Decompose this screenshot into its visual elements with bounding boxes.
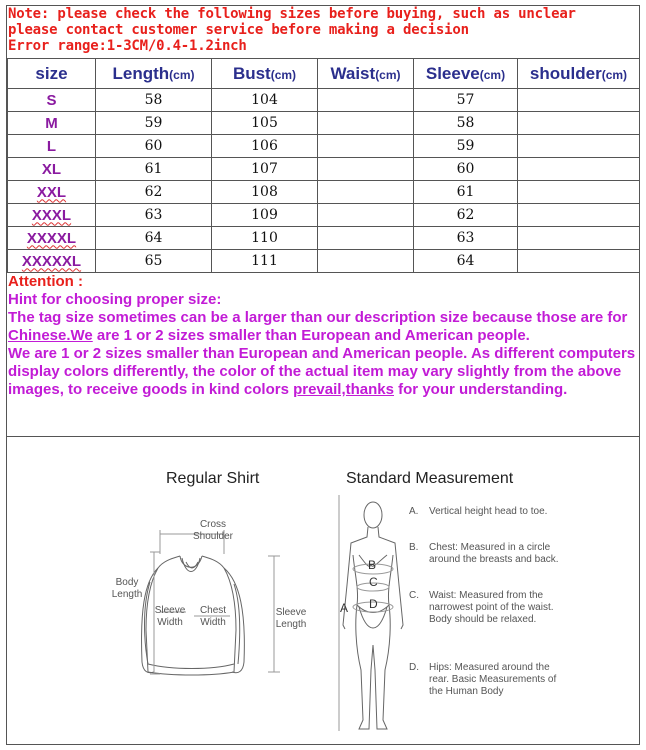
bust-cell: 109 — [212, 204, 318, 227]
body-figure-illustration — [337, 495, 407, 735]
size-label: XXXXXL — [21, 252, 82, 270]
sleeve-cell: 60 — [414, 158, 518, 181]
header-length: Length(cm) — [96, 59, 212, 89]
size-label: XXXXL — [26, 229, 77, 247]
shoulder-cell — [518, 204, 640, 227]
header-bust: Bust(cm) — [212, 59, 318, 89]
sleeve-cell: 63 — [414, 227, 518, 250]
sleeve-cell: 58 — [414, 112, 518, 135]
size-cell — [8, 204, 96, 227]
label-cross-shoulder: Cross Shoulder — [192, 519, 234, 542]
length-cell: 62 — [96, 181, 212, 204]
table-header-row — [8, 59, 640, 89]
sleeve-cell: 61 — [414, 181, 518, 204]
shoulder-cell — [518, 135, 640, 158]
bust-cell: 107 — [212, 158, 318, 181]
size-label: XXL — [36, 183, 67, 201]
sleeve-cell: 59 — [414, 135, 518, 158]
length-cell: 65 — [96, 250, 212, 273]
shoulder-cell — [518, 227, 640, 250]
size-cell: S — [8, 89, 96, 112]
shirt-diagram-title: Regular Shirt — [166, 470, 260, 487]
table-row — [8, 135, 640, 158]
waist-cell — [318, 112, 414, 135]
shoulder-cell — [518, 250, 640, 273]
length-cell: 59 — [96, 112, 212, 135]
length-cell: 64 — [96, 227, 212, 250]
size-cell — [8, 250, 96, 273]
note-line-3: Error range:1-3CM/0.4-1.2inch — [8, 38, 247, 54]
bust-cell: 108 — [212, 181, 318, 204]
waist-cell — [318, 204, 414, 227]
label-body-length: Body Length — [111, 577, 143, 600]
body-letter-d: D — [369, 597, 378, 611]
sleeve-cell: 62 — [414, 204, 518, 227]
table-row — [8, 227, 640, 250]
note-line-2: please contact customer service before making a decision — [8, 22, 469, 38]
bust-cell: 106 — [212, 135, 318, 158]
waist-cell — [318, 135, 414, 158]
header-sleeve: Sleeve(cm) — [414, 59, 518, 89]
bust-cell: 110 — [212, 227, 318, 250]
sleeve-cell: 64 — [414, 250, 518, 273]
bust-cell: 104 — [212, 89, 318, 112]
attention-title: Attention : — [8, 273, 83, 290]
attention-paragraph-1: The tag size sometimes can be a larger than our description size because those are for Chinese.We are 1 or 2 sizes smaller than European and American people. — [8, 309, 628, 344]
header-size: size — [8, 59, 96, 89]
note-line-1: Note: please check the following sizes before buying, such as unclear — [8, 6, 576, 22]
waist-cell — [318, 250, 414, 273]
size-cell: L — [8, 135, 96, 158]
size-chart-table — [7, 58, 640, 273]
body-letter-c: C — [369, 575, 378, 589]
waist-cell — [318, 181, 414, 204]
bust-cell: 111 — [212, 250, 318, 273]
label-chest-width: Chest Width — [199, 605, 227, 628]
body-letter-a: A — [340, 601, 349, 615]
shoulder-cell — [518, 181, 640, 204]
header-waist: Waist(cm) — [318, 59, 414, 89]
size-cell: M — [8, 112, 96, 135]
shoulder-cell — [518, 112, 640, 135]
attention-hint: Hint for choosing proper size: — [8, 291, 222, 308]
size-cell — [8, 227, 96, 250]
measurement-diagram-title: Standard Measurement — [346, 470, 514, 487]
table-row — [8, 112, 640, 135]
table-row — [8, 89, 640, 112]
waist-cell — [318, 158, 414, 181]
label-sleeve-width: Sleeve Width — [154, 605, 186, 628]
table-row — [8, 250, 640, 273]
waist-cell — [318, 227, 414, 250]
bust-cell: 105 — [212, 112, 318, 135]
header-shoulder: shoulder(cm) — [518, 59, 640, 89]
label-sleeve-length: Sleeve Length — [275, 607, 307, 630]
length-cell: 58 — [96, 89, 212, 112]
body-letter-b: B — [368, 558, 377, 572]
length-cell: 60 — [96, 135, 212, 158]
shoulder-cell — [518, 89, 640, 112]
table-row — [8, 204, 640, 227]
size-note — [8, 6, 638, 58]
size-cell: XL — [8, 158, 96, 181]
sleeve-cell: 57 — [414, 89, 518, 112]
table-row — [8, 158, 640, 181]
waist-cell — [318, 89, 414, 112]
shoulder-cell — [518, 158, 640, 181]
size-cell — [8, 181, 96, 204]
length-cell: 61 — [96, 158, 212, 181]
attention-block — [8, 273, 636, 436]
measurement-diagram: Regular Shirt Standard Measurement Cross Shoulder Body Length Sleeve Width Chest Width Sleeve Length A B C D A. Vertical height head to toe. B. Chest: Measured in a circle around the breasts and back. C. Waist: Measured from the narrowest point of the waist. Body should be relaxed. D. Hips: Measured around the rear. Basic Measurements of the Human Body — [7, 437, 639, 745]
length-cell: 63 — [96, 204, 212, 227]
table-row — [8, 181, 640, 204]
size-label: XXXL — [31, 206, 72, 224]
attention-paragraph-2: We are 1 or 2 sizes smaller than European and American people. As different computers display colors differently, the color of the actual item may vary slightly from the above images, to receive goods in kind colors prevail,thanks for your understanding. — [8, 345, 636, 398]
